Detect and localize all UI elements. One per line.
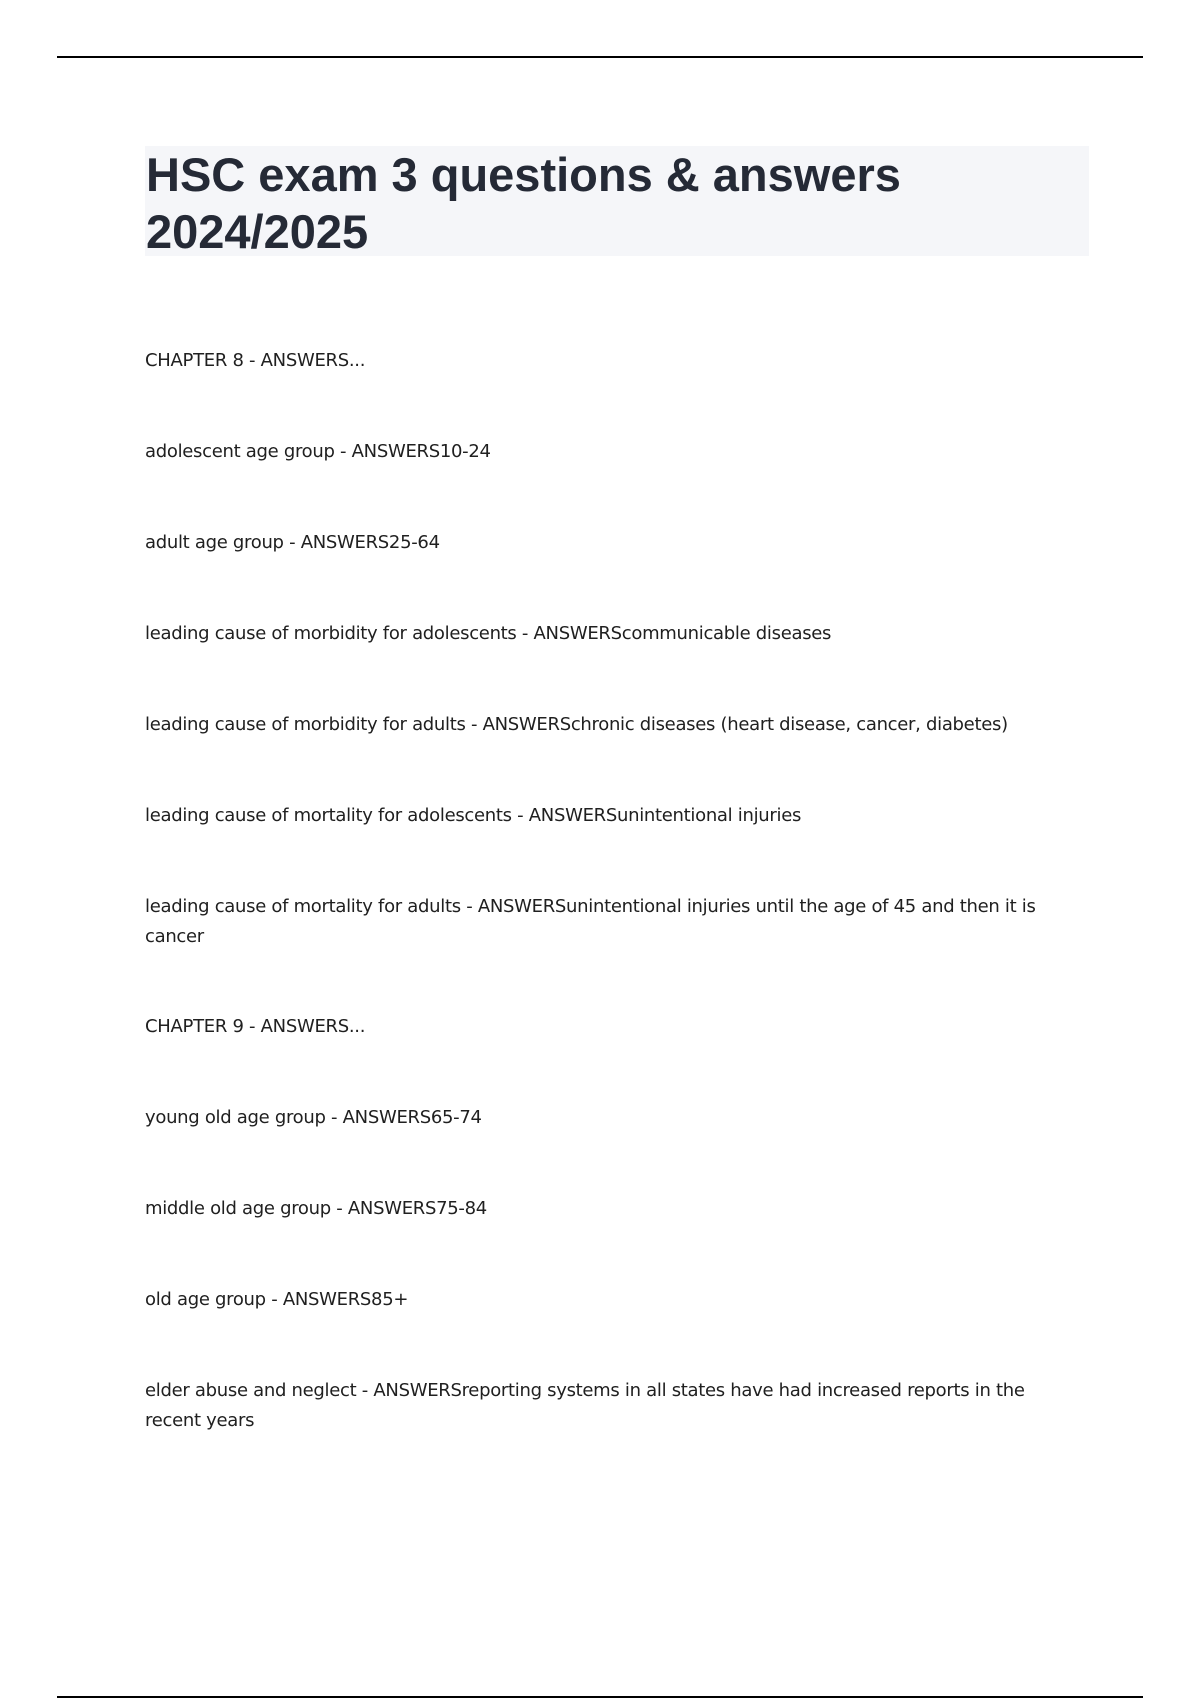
qa-item: young old age group - ANSWERS65-74 xyxy=(145,1107,482,1128)
qa-item: leading cause of mortality for adults - ANSWERSunintentional injuries until the age of 45 and then it is cancer xyxy=(145,896,1036,947)
chapter-heading: CHAPTER 9 - ANSWERS... xyxy=(145,1016,366,1037)
qa-item: middle old age group - ANSWERS75-84 xyxy=(145,1198,487,1219)
qa-item: leading cause of mortality for adolescents - ANSWERSunintentional injuries xyxy=(145,805,802,826)
qa-item: leading cause of morbidity for adolescents - ANSWERScommunicable diseases xyxy=(145,623,832,644)
document-title: HSC exam 3 questions & answers 2024/2025 xyxy=(146,148,901,258)
bottom-rule xyxy=(57,1696,1143,1698)
qa-item: old age group - ANSWERS85+ xyxy=(145,1289,409,1310)
top-rule xyxy=(57,56,1143,58)
qa-item: elder abuse and neglect - ANSWERSreporting systems in all states have had increased reports in the recent years xyxy=(145,1380,1025,1431)
qa-item: leading cause of morbidity for adults - ANSWERSchronic diseases (heart disease, cancer, diabetes) xyxy=(145,714,1008,735)
qa-item: adult age group - ANSWERS25-64 xyxy=(145,532,440,553)
chapter-heading: CHAPTER 8 - ANSWERS... xyxy=(145,350,366,371)
qa-item: adolescent age group - ANSWERS10-24 xyxy=(145,441,491,462)
